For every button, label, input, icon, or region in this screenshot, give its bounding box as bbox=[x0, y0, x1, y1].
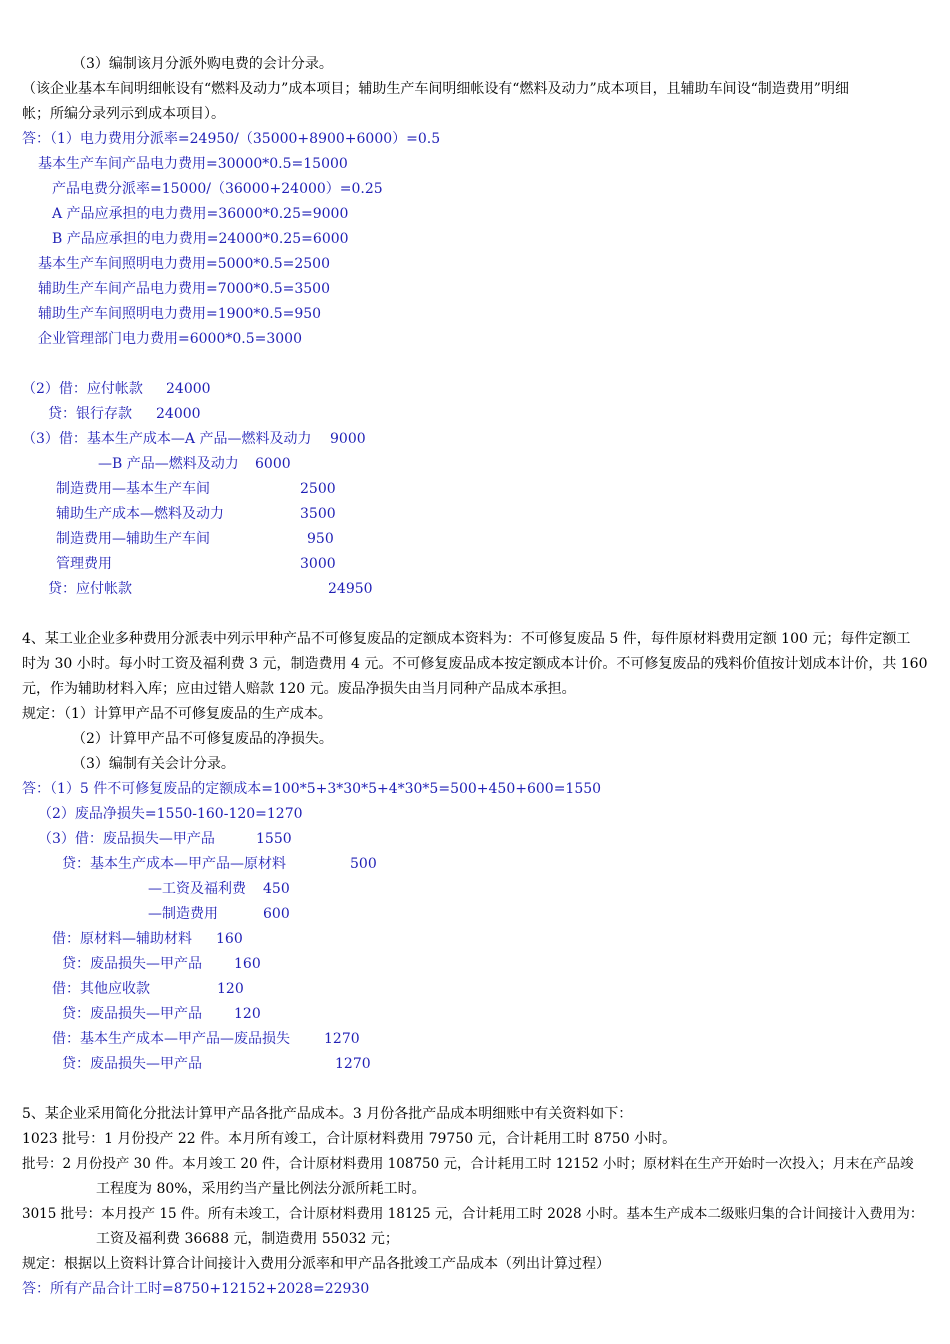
journal-entry-amount: 1270 bbox=[324, 1031, 360, 1047]
journal-entry-label: —B 产品—燃料及动力 bbox=[98, 456, 239, 472]
journal-entry-label: 制造费用—基本生产车间 bbox=[56, 481, 210, 497]
answer-line: 辅助生产车间照明电力费用=1900*0.5=950 bbox=[38, 306, 322, 322]
journal-entry-amount: 3500 bbox=[300, 506, 336, 522]
journal-entry-label: 管理费用 bbox=[56, 556, 112, 572]
journal-entry-label: —工资及福利费 bbox=[148, 881, 246, 897]
journal-entry-label: 借：原材料—辅助材料 bbox=[52, 931, 192, 947]
answer-line: B 产品应承担的电力费用=24000*0.25=6000 bbox=[52, 231, 349, 247]
journal-entry-amount: 950 bbox=[307, 531, 334, 547]
journal-entry-label: 贷：应付帐款 bbox=[48, 581, 132, 597]
question-line: （3）编制有关会计分录。 bbox=[72, 756, 235, 772]
answer-line: 基本生产车间产品电力费用=30000*0.5=15000 bbox=[38, 156, 348, 172]
journal-entry-amount: 2500 bbox=[300, 481, 336, 497]
answer-line: A 产品应承担的电力费用=36000*0.25=9000 bbox=[52, 206, 349, 222]
journal-entry-label: 辅助生产成本—燃料及动力 bbox=[56, 506, 224, 522]
journal-entry-label: 制造费用—辅助生产车间 bbox=[56, 531, 210, 547]
question-line: 时为 30 小时。每小时工资及福利费 3 元，制造费用 4 元。不可修复废品成本按定额成本计价。不可修复废品的残料价值按计划成本计价，共 160 bbox=[22, 656, 928, 672]
answer-line: 答：（1）5 件不可修复废品的定额成本=100*5+3*30*5+4*30*5=500+450+600=1550 bbox=[22, 781, 602, 797]
journal-entry-label: （3）借：基本生产成本—A 产品—燃料及动力 bbox=[22, 431, 312, 447]
journal-entry-amount: 450 bbox=[263, 881, 290, 897]
journal-entry-label: 贷：废品损失—甲产品 bbox=[62, 1006, 202, 1022]
journal-entry-label: 贷：银行存款 bbox=[48, 406, 132, 422]
journal-entry-amount: 1550 bbox=[256, 831, 292, 847]
journal-entry-amount: 600 bbox=[263, 906, 290, 922]
journal-entry-amount: 120 bbox=[217, 981, 244, 997]
journal-entry-label: 借：基本生产成本—甲产品—废品损失 bbox=[52, 1031, 290, 1047]
question-line: 规定：（1）计算甲产品不可修复废品的生产成本。 bbox=[22, 706, 332, 722]
question-line: （3）编制该月分派外购电费的会计分录。 bbox=[72, 56, 333, 72]
question-line: （该企业基本车间明细帐设有“燃料及动力”成本项目；辅助生产车间明细帐设有“燃料及动力”成本项目，且辅助车间设“制造费用”明细 bbox=[22, 81, 849, 97]
journal-entry-label: —制造费用 bbox=[148, 906, 218, 922]
journal-entry-amount: 1270 bbox=[335, 1056, 371, 1072]
question-line: 工资及福利费 36688 元，制造费用 55032 元； bbox=[96, 1231, 399, 1247]
journal-entry-amount: 24000 bbox=[156, 406, 201, 422]
answer-line: 产品电费分派率=15000/（36000+24000）=0.25 bbox=[52, 181, 383, 197]
journal-entry-amount: 160 bbox=[216, 931, 243, 947]
journal-entry-label: 贷：废品损失—甲产品 bbox=[62, 956, 202, 972]
question-line: 元，作为辅助材料入库；应由过错人赔款 120 元。废品净损失由当月同种产品成本承担。 bbox=[22, 681, 576, 697]
journal-entry-amount: 24000 bbox=[166, 381, 211, 397]
answer-line: 辅助生产车间产品电力费用=7000*0.5=3500 bbox=[38, 281, 330, 297]
journal-entry-label: 借：其他应收款 bbox=[52, 981, 150, 997]
journal-entry-amount: 500 bbox=[350, 856, 377, 872]
answer-line: 答：所有产品合计工时=8750+12152+2028=22930 bbox=[22, 1281, 370, 1297]
question-line: 规定：根据以上资料计算合计间接计入费用分派率和甲产品各批竣工产品成本（列出计算过程） bbox=[22, 1256, 610, 1272]
journal-entry-amount: 120 bbox=[234, 1006, 261, 1022]
journal-entry-label: 贷：基本生产成本—甲产品—原材料 bbox=[62, 856, 286, 872]
question-line: 3015 批号：本月投产 15 件。所有未竣工，合计原材料费用 18125 元，合计耗用工时 2028 小时。基本生产成本二级账归集的合计间接计入费用为： bbox=[22, 1206, 924, 1222]
journal-entry-amount: 9000 bbox=[330, 431, 366, 447]
answer-line: （2）废品净损失=1550-160-120=1270 bbox=[38, 806, 303, 822]
question-line: 工程度为 80%，采用约当产量比例法分派所耗工时。 bbox=[96, 1181, 426, 1197]
question-line: 4、某工业企业多种费用分派表中列示甲种产品不可修复废品的定额成本资料为：不可修复废品 5 件，每件原材料费用定额 100 元；每件定额工 bbox=[22, 631, 911, 647]
journal-entry-amount: 3000 bbox=[300, 556, 336, 572]
journal-entry-amount: 6000 bbox=[255, 456, 291, 472]
question-line: 批号：2 月份投产 30 件。本月竣工 20 件，合计原材料费用 108750 元，合计耗用工时 12152 小时；原材料在生产开始时一次投入；月末在产品竣 bbox=[22, 1156, 914, 1172]
question-line: 5、某企业采用简化分批法计算甲产品各批产品成本。3 月份各批产品成本明细账中有关资料如下： bbox=[22, 1106, 633, 1122]
question-line: 1023 批号：1 月份投产 22 件。本月所有竣工，合计原材料费用 79750 元，合计耗用工时 8750 小时。 bbox=[22, 1131, 677, 1147]
answer-line: 基本生产车间照明电力费用=5000*0.5=2500 bbox=[38, 256, 330, 272]
journal-entry-label: （3）借：废品损失—甲产品 bbox=[38, 831, 215, 847]
journal-entry-amount: 160 bbox=[234, 956, 261, 972]
question-line: （2）计算甲产品不可修复废品的净损失。 bbox=[72, 731, 333, 747]
journal-entry-amount: 24950 bbox=[328, 581, 373, 597]
question-line: 帐；所编分录列示到成本项目）。 bbox=[22, 106, 225, 122]
journal-entry-label: 贷：废品损失—甲产品 bbox=[62, 1056, 202, 1072]
journal-entry-label: （2）借：应付帐款 bbox=[22, 381, 143, 397]
answer-line: 企业管理部门电力费用=6000*0.5=3000 bbox=[38, 331, 302, 347]
answer-line: 答：（1）电力费用分派率=24950/（35000+8900+6000）=0.5 bbox=[22, 131, 441, 147]
